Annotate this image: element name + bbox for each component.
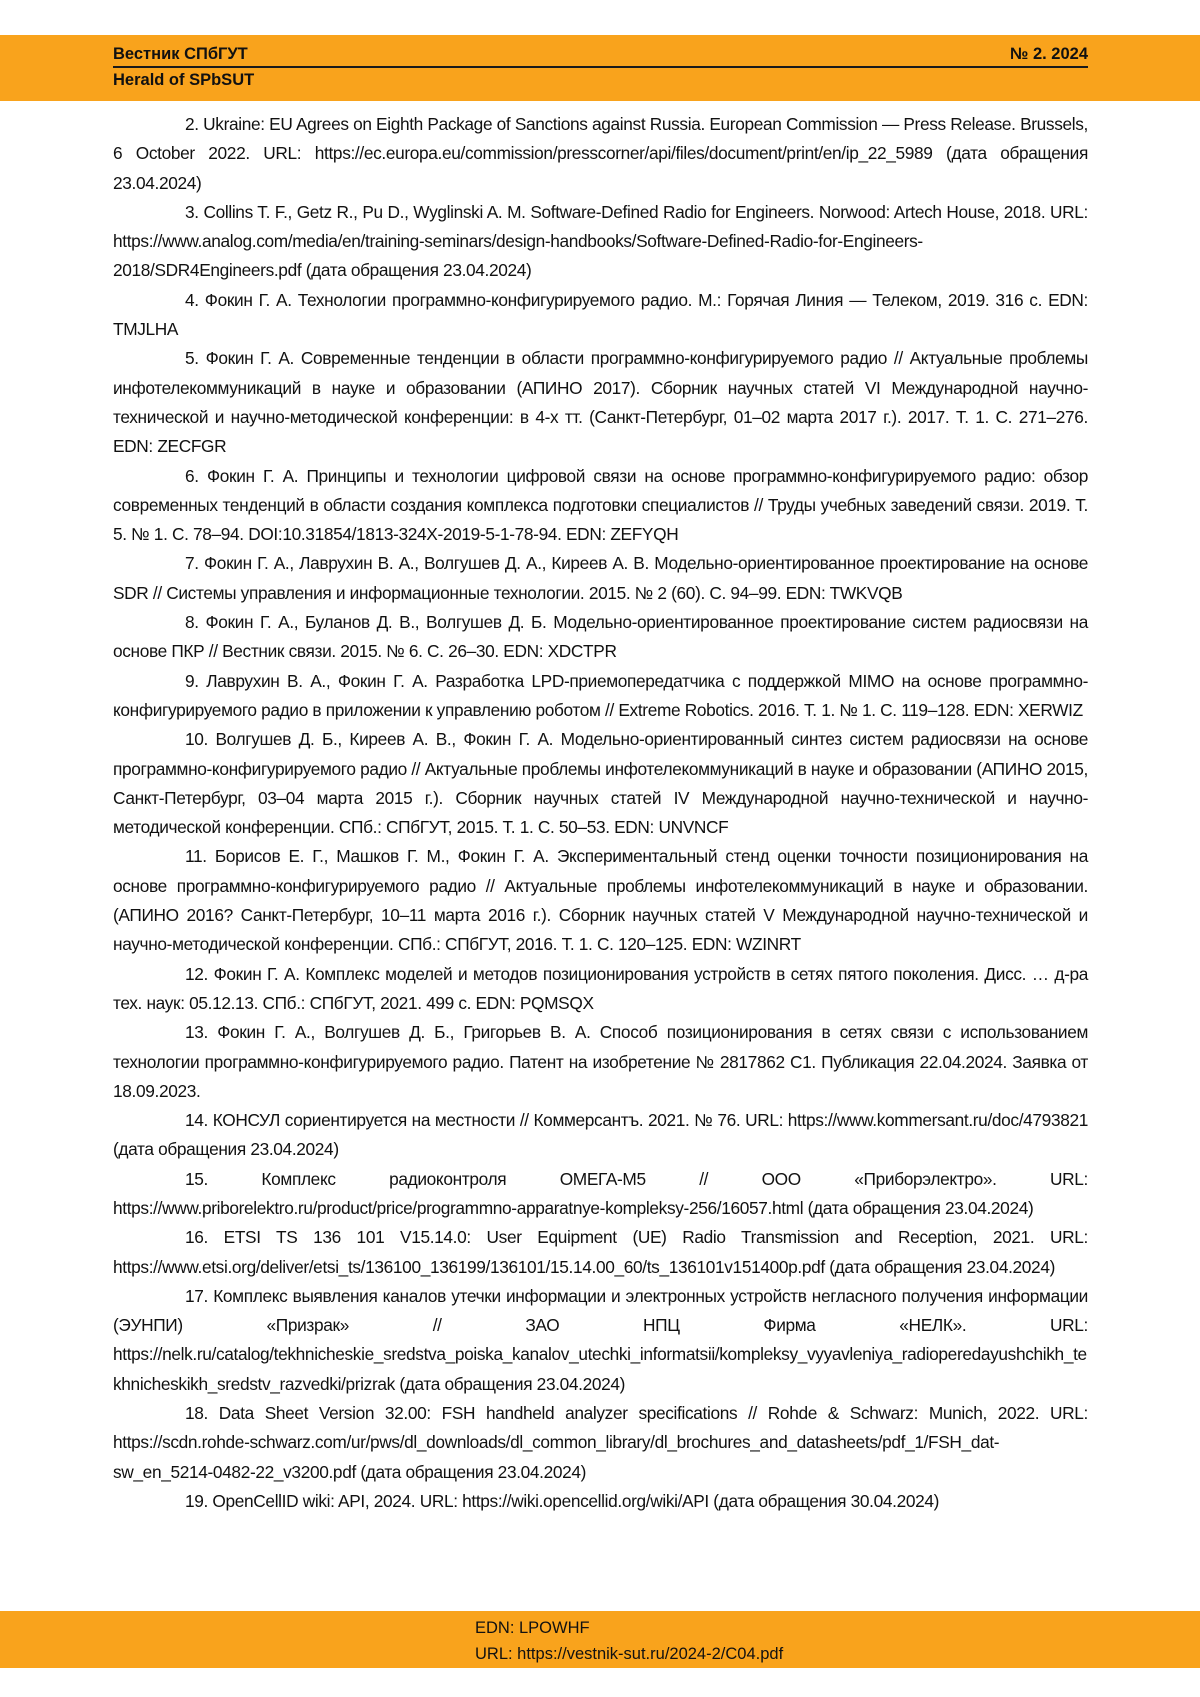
reference-item: 17. Комплекс выявления каналов утечки информации и электронных устройств негласного получения информации (ЭУНПИ) «Призрак» // ЗАО НПЦ Фирма «НЕЛК». URL: https://nelk.ru/catalog/tekhnicheskie_sredstva_poiska_kanalov_utechki_informatsii/kompleksy_vyyavleniya_radioperedayushchikh_tekhnicheskikh_sredstv_razvedki/prizrak (дата обращения 23.04.2024) xyxy=(113,1285,1088,1394)
reference-item: 10. Волгушев Д. Б., Киреев А. В., Фокин Г. А. Модельно-ориентированный синтез систем радиосвязи на основе программно-конфигурируемого радио // Актуальные проблемы инфотелекоммуникаций в науке и образовании (АПИНО 2015, Санкт-Петербург, 03–04 марта 2015 г.). Сборник научных статей IV Международной научно-технической и научно-методической конференции. СПб.: СПбГУТ, 2015. Т. 1. С. 50–53. EDN: UNVNCF xyxy=(113,729,1088,838)
journal-title-en: Herald of SPbSUT xyxy=(113,71,255,89)
footer-url: URL: https://vestnik-sut.ru/2024-2/C04.pdf xyxy=(475,1645,784,1663)
journal-title-ru: Вестник СПбГУТ xyxy=(113,45,248,63)
reference-item: 5. Фокин Г. А. Современные тенденции в области программно-конфигурируемого радио // Актуальные проблемы инфотелекоммуникаций в науке и образовании (АПИНО 2017). Сборник научных статей VI Международной научно-технической и научно-методической конференции: в 4-х тт. (Санкт-Петербург, 01–02 марта 2017 г.). 2017. Т. 1. С. 271–276. EDN: ZECFGR xyxy=(113,348,1088,457)
reference-item: 4. Фокин Г. А. Технологии программно-конфигурируемого радио. М.: Горячая Линия — Телеком, 2019. 316 с. EDN: TMJLHA xyxy=(113,289,1088,340)
reference-item: 12. Фокин Г. А. Комплекс моделей и методов позиционирования устройств в сетях пятого поколения. Дисс. … д-ра тех. наук: 05.12.13. СПб.: СПбГУТ, 2021. 499 с. EDN: PQMSQX xyxy=(113,963,1088,1013)
reference-list xyxy=(113,110,1088,1516)
reference-item: 7. Фокин Г. А., Лаврухин В. А., Волгушев Д. А., Киреев А. В. Модельно-ориентированное проектирование на основе SDR // Системы управления и информационные технологии. 2015. № 2 (60). С. 94–99. EDN: TWKVQB xyxy=(113,553,1088,603)
page-header xyxy=(0,35,1200,101)
reference-item: 14. КОНСУЛ сориентируется на местности // Коммерсантъ. 2021. № 76. URL: https://www.kommersant.ru/doc/4793821 (дата обращения 23.04.2024) xyxy=(113,1110,1088,1160)
reference-item: 9. Лаврухин В. А., Фокин Г. А. Разработка LPD-приемопередатчика с поддержкой MIMO на основе программно-конфигурируемого радио в приложении к управлению роботом // Extreme Robotics. 2016. Т. 1. № 1. С. 119–128. EDN: XERWIZ xyxy=(113,670,1088,720)
reference-item: 15. Комплекс радиоконтроля ОМЕГА-М5 // ООО «Приборэлектро». URL: https://www.priborelektro.ru/product/price/programmno-apparatnye-kompleksy-256/16057.html (дата обращения 23.04.2024) xyxy=(113,1168,1088,1218)
header-top-row xyxy=(113,44,1088,64)
reference-item: 3. Collins T. F., Getz R., Pu D., Wyglinski A. M. Software-Defined Radio for Engineers. Norwood: Artech House, 2018. URL: https://www.analog.com/media/en/training-seminars/design-handbooks/Software-Defined-Radio-for-Engineers-2018/SDR4Engineers.pdf (дата обращения 23.04.2024) xyxy=(113,201,1088,281)
footer-edn: EDN: LPOWHF xyxy=(475,1619,590,1637)
reference-item: 6. Фокин Г. А. Принципы и технологии цифровой связи на основе программно-конфигурируемого радио: обзор современных тенденций в области создания комплекса подготовки специалистов // Труды учебных заведений связи. 2019. Т. 5. № 1. С. 78–94. DOI:10.31854/1813-324X-2019-5-1-78-94. EDN: ZEFYQH xyxy=(113,465,1088,545)
reference-item: 2. Ukraine: EU Agrees on Eighth Package of Sanctions against Russia. European Commission — Press Release. Brussels, 6 October 2022. URL: https://ec.europa.eu/commission/presscorner/api/files/document/print/en/ip_22_5989 (дата обращения 23.04.2024) xyxy=(113,114,1089,193)
reference-item: 13. Фокин Г. А., Волгушев Д. Б., Григорьев В. А. Способ позиционирования в сетях связи с использованием технологии программно-конфигурируемого радио. Патент на изобретение № 2817862 C1. Публикация 22.04.2024. Заявка от 18.09.2023. xyxy=(113,1022,1088,1101)
header-divider xyxy=(113,66,1088,68)
issue-number: № 2. 2024 xyxy=(1009,45,1088,63)
footer-content xyxy=(475,1615,783,1667)
reference-item: 8. Фокин Г. А., Буланов Д. В., Волгушев Д. Б. Модельно-ориентированное проектирование систем радиосвязи на основе ПКР // Вестник связи. 2015. № 6. С. 26–30. EDN: XDCTPR xyxy=(113,612,1088,662)
reference-item: 16. ETSI TS 136 101 V15.14.0: User Equipment (UE) Radio Transmission and Reception, 2021. URL: https://www.etsi.org/deliver/etsi_ts/136100_136199/136101/15.14.00_60/ts_136101v151400p.pdf (дата обращения 23.04.2024) xyxy=(113,1227,1088,1277)
page-footer xyxy=(0,1611,1200,1668)
header-content xyxy=(113,44,1088,90)
reference-item: 19. OpenCellID wiki: API, 2024. URL: https://wiki.opencellid.org/wiki/API (дата обращения 30.04.2024) xyxy=(185,1490,940,1511)
reference-item: 11. Борисов Е. Г., Машков Г. М., Фокин Г. А. Экспериментальный стенд оценки точности позиционирования на основе программно-конфигурируемого радио // Актуальные проблемы инфотелекоммуникаций в науке и образовании. (АПИНО 2016? Санкт-Петербург, 10–11 марта 2016 г.). Сборник научных статей V Международной научно-технической и научно-методической конференции. СПб.: СПбГУТ, 2016. Т. 1. С. 120–125. EDN: WZINRT xyxy=(113,846,1088,955)
reference-item: 18. Data Sheet Version 32.00: FSH handheld analyzer specifications // Rohde & Schwarz: Munich, 2022. URL: https://scdn.rohde-schwarz.com/ur/pws/dl_downloads/dl_common_library/dl_brochures_and_datasheets/pdf_1/FSH_dat-sw_en_5214-0482-22_v3200.pdf (дата обращения 23.04.2024) xyxy=(113,1403,1088,1482)
